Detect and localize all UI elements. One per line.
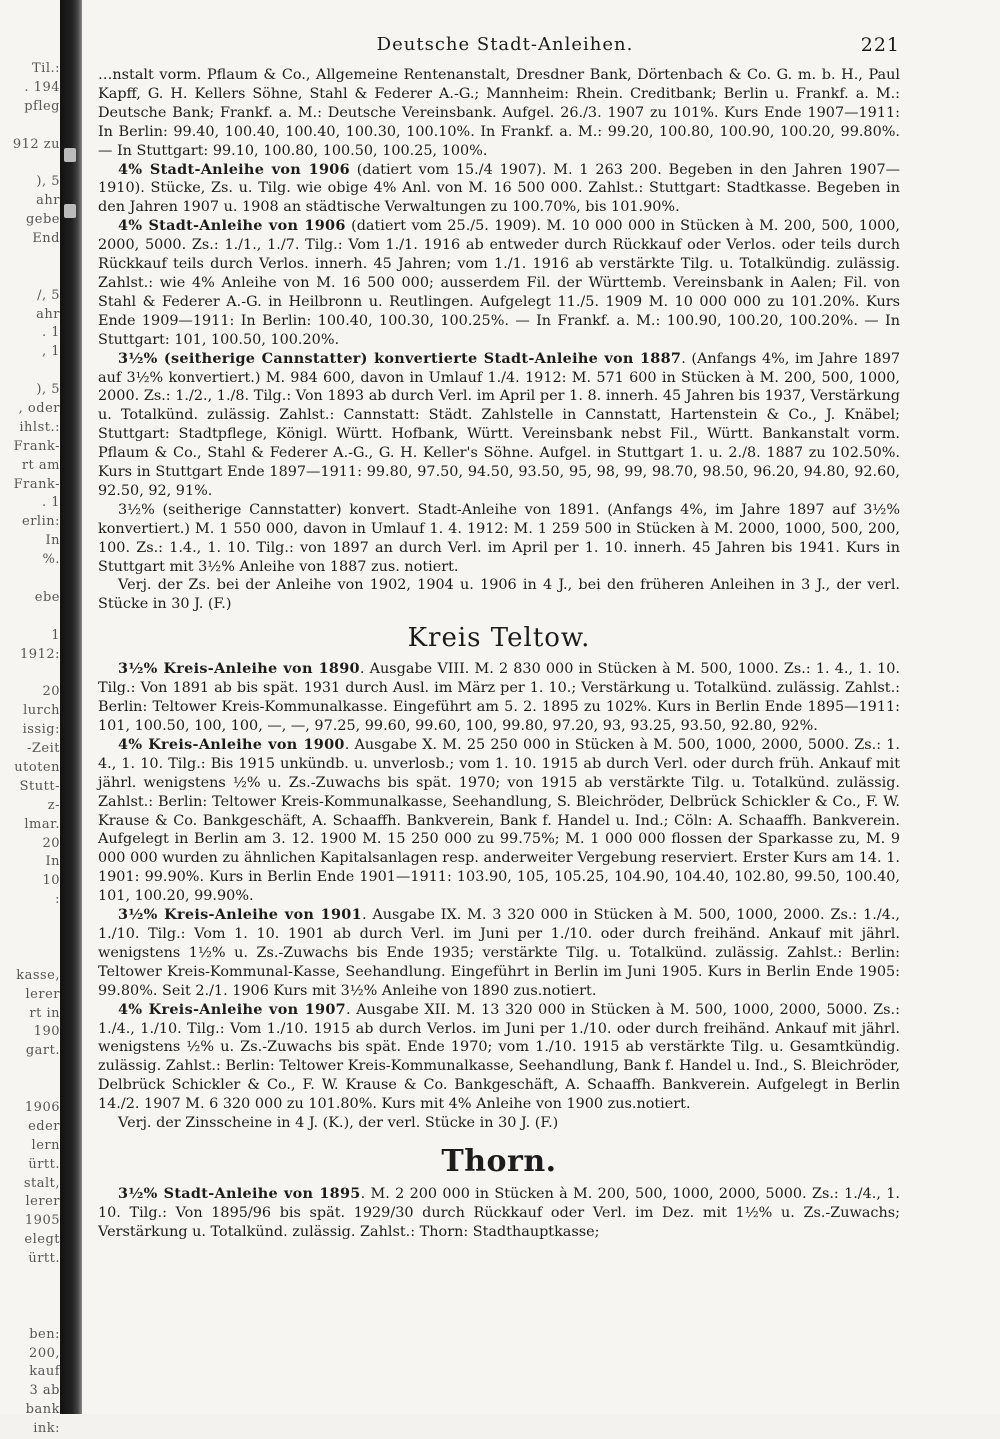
paragraph: 4% Kreis-Anleihe von 1907. Ausgabe XII. M. 13 320 000 in Stücken à M. 500, 1000, 2000, 5000. Zs.: 1./4., 1./10. Tilg.: Vom 1./10. 1915 ab durch Verlos. im Juni per 1./10. oder durch freihänd. Ankauf mit jährl. wenigstens ½% u. Zs.-Zuwachs bis spät. Ende 1970; vom 1./10. 1915 ab verstärkte Tilg. u. Gesamtkündig. zulässig. Zahlst.: Berlin: Teltower Kreis-Kommunalkasse, Seehandlung, Bank f. Handel u. Ind., S. Bleichröder, Delbrück Schickler & Co., F. W. Krause & Co. Bankgeschäft, A. Schaaffh. Bankverein. Aufgelegt in Berlin 14./2. 1907 M. 6 320 000 zu 101.80%. Kurs mit 4% Anleihe von 1900 zus.notiert. (98, 1000, 900, 1113)
issue-title: 3½% Stadt-Anleihe von 1895 (118, 1184, 361, 1202)
bleed-fragment: Til.: (32, 61, 60, 76)
bleed-fragment: 1912: (20, 646, 60, 662)
gutter-marker (64, 204, 76, 218)
paragraph: 4% Stadt-Anleihe von 1906 (datiert vom 25./5. 1909). M. 10 000 000 in Stücken à M. 200, 500, 1000, 2000, 5000. Zs.: 1./1., 1./7. Tilg.: Vom 1./1. 1916 ab entweder durch Rückkauf oder Verlos. oder teils durch Rückkauf teils durch Verlos. innerh. 45 Jahren; vom 1./1. 1916 ab verstärkte Tilg. u. Totalkündig. zulässig. Zahlst.: wie 4% Anleihe von M. 16 500 000; ausserdem Fil. der Württemb. Vereinsbank in Aalen; Fil. von Stahl & Federer A.-G. in Heilbronn u. Reutlingen. Aufgelegt 11./5. 1909 M. 10 000 000 zu 101.20%. Kurs Ende 1909—1911: In Berlin: 100.40, 100.30, 100.25%. — In Frankf. a. M.: 100.90, 100.20, 100.20%. — In Stuttgart: 101, 100.50, 100.20%. (98, 217, 900, 348)
gutter-marker (64, 148, 76, 162)
bleed-fragment (0, 1288, 60, 1307)
section-heading-kreis-teltow: Kreis Teltow. (407, 623, 591, 654)
bleed-fragment (0, 1269, 60, 1288)
page-number: 221 (860, 34, 900, 56)
bleed-fragment: ahr (36, 193, 60, 209)
bleed-fragment: ihlst.: (19, 419, 60, 435)
bleed-fragment: ), 5 (36, 382, 60, 398)
bleed-fragment: gart. (25, 1043, 60, 1059)
bleed-fragment: bank (25, 1402, 60, 1418)
bleed-fragment: 10 (42, 873, 60, 889)
bleed-fragment (0, 154, 60, 173)
paragraph: 3½% Kreis-Anleihe von 1890. Ausgabe VIII. M. 2 830 000 in Stücken à M. 500, 1000. Zs.: 1. 4., 1. 10. Tilg.: Von 1891 ab bis spät. 1931 durch Ausl. im März per 1. 10.; Verstärkung u. Totalkünd. zulässig. Zahlst.: Berlin: Teltower Kreis-Kommunalkasse. Eingeführt am 5. 2. 1895 zu 102%. Kurs in Berlin Ende 1895—1911: 101, 100.50, 100, 100, —, —, 97.25, 99.60, 99.60, 100, 99.80, 97.20, 93, 93.25, 93.50, 92.80, 92%. (98, 660, 900, 734)
bleed-fragment (0, 1080, 60, 1099)
bleed-fragment: issig: (22, 722, 60, 738)
bleed-fragment: 20 (42, 835, 60, 851)
bleed-fragment (0, 948, 60, 967)
bleed-fragment: stalt, (23, 1175, 60, 1191)
bleed-fragment: 1 (51, 627, 60, 643)
bleed-fragment: Stutt- (19, 778, 60, 794)
bleed-fragment: 3 ab (29, 1383, 60, 1399)
bleed-fragment: lerer (25, 1194, 60, 1210)
bleed-fragment (0, 1307, 60, 1326)
bleed-fragment: rt am (21, 457, 60, 473)
bleed-fragment: ben: (29, 1326, 60, 1342)
bleed-fragment (0, 570, 60, 589)
bleed-fragment: ahr (36, 306, 60, 322)
bleed-fragment: , 1 (41, 344, 60, 360)
bleed-fragment (0, 910, 60, 929)
bleed-fragment (0, 665, 60, 684)
bleed-fragment: Frank- (13, 476, 60, 492)
text-column (98, 66, 900, 1242)
bleed-fragment: elegt (24, 1232, 60, 1248)
bleed-fragment (0, 268, 60, 287)
issue-title: 4% Stadt-Anleihe von 1906 (118, 217, 346, 235)
bleed-fragment: In (45, 854, 60, 870)
paragraph: Verj. der Zinsscheine in 4 J. (K.), der verl. Stücke in 30 J. (F.) (118, 1115, 559, 1132)
bleed-fragment: z- (47, 797, 60, 813)
paragraph: 4% Stadt-Anleihe von 1906 (datiert vom 15./4 1907). M. 1 263 200. Begeben in den Jahren 1907—1910). Stücke, Zs. u. Tilg. wie obige 4% Anl. von M. 16 500 000. Zahlst.: Stuttgart: Stadtkasse. Begeben in den Jahren 1907 u. 1908 an städtische Verwaltungen zu 100.70%, bis 101.90%. (98, 160, 901, 216)
bleed-fragment: 200, (29, 1345, 60, 1361)
bleed-fragment: In (45, 533, 60, 549)
bleed-fragment: kauf (29, 1364, 60, 1380)
bleed-fragment (0, 608, 60, 627)
bleed-fragment: ürtt. (28, 1156, 60, 1172)
bleed-fragment: 1906 (24, 1099, 60, 1115)
bleed-fragment: . 1 (41, 325, 60, 341)
bleed-fragment (0, 362, 60, 381)
bleed-fragment (0, 249, 60, 268)
bleed-fragment: : (55, 892, 60, 908)
running-head (110, 34, 900, 56)
bleed-fragment: lern (31, 1137, 60, 1153)
bleed-fragment: End (32, 231, 60, 247)
bleed-fragment: lerer (25, 986, 60, 1002)
adjacent-page-bleed (0, 60, 60, 1437)
issue-title: 4% Kreis-Anleihe von 1900 (118, 735, 345, 753)
paragraph: …nstalt vorm. Pflaum & Co., Allgemeine Rentenanstalt, Dresdner Bank, Dörtenbach & Co. G. m. b. H., Paul Kapff, G. H. Kellers Söhne, Stahl & Federer A.-G.; Mannheim: Rhein. Creditbank; Berlin u. Frankf. a. M.: Deutsche Bank; Frankf. a. M.: Deutsche Vereinsbank. Aufgel. 26./3. 1907 zu 101%. Kurs Ende 1907—1911: In Berlin: 99.40, 100.40, 100.40, 100.30, 100.10%. In Frankf. a. M.: 99.20, 100.80, 100.90, 100.20, 99.80%. — In Stuttgart: 99.10, 100.80, 100.50, 100.25, 100%. (98, 67, 900, 159)
bleed-fragment: gebe (25, 212, 60, 228)
bleed-fragment: Frank- (13, 438, 60, 454)
bleed-fragment: ), 5 (36, 174, 60, 190)
bleed-fragment: utoten (14, 759, 60, 775)
paragraph: 3½% Stadt-Anleihe von 1895. M. 2 200 000 in Stücken à M. 200, 500, 1000, 2000, 5000. Zs.: 1./4., 1. 10. Tilg.: Von 1895/96 bis spät. 1929/30 durch Rückkauf oder Verl. im Dez. mit 1½% u. Zs.-Zuwachs; Verstärkung u. Totalkünd. zulässig. Zahlst.: Thorn: Stadthauptkasse; (98, 1184, 900, 1240)
paragraph: 3½% (seitherige Cannstatter) konvert. Stadt-Anleihe von 1891. (Anfangs 4%, im Jahre 1897 auf 3½% konvertiert.) M. 1 550 000, davon in Umlauf 1. 4. 1912: M. 1 259 500 in Stücken à M. 2000, 1000, 500, 200, 100. Zs.: 1.4., 1. 10. Tilg.: von 1897 an durch Verl. im April per 1. 10. innerh. 45 Jahren bis 1941. Kurs in Stuttgart mit 3½% Anleihe von 1887 zus. notiert. (98, 501, 900, 575)
paragraph: 3½% (seitherige Cannstatter) konvertierte Stadt-Anleihe von 1887. (Anfangs 4%, im Jahre 1897 auf 3½% konvertiert.) M. 984 600, davon in Umlauf 1./4. 1912: M. 571 600 in Stücken à M. 200, 500, 1000, 2000. Zs.: 1./2., 1./8. Tilg.: Von 1893 ab durch Verl. im April per 1. 8. innerh. 45 Jahren bis 1937, Verstärkung u. Totalkünd. zulässig. Zahlst.: Cannstatt: Städt. Zahlstelle in Cannstatt, Hartenstein & Co., J. Knäbel; Stuttgart: Stadtpflege, Königl. Württ. Hofbank, Württ. Vereinsbank nebst Fil., Württ. Bankanstalt vorm. Pflaum & Co., Stahl & Federer A.-G., G. H. Keller's Söhne. Aufgel. in Stuttgart 1. u. 2./8. 1887 zu 102.50%. Kurs in Stuttgart Ende 1897—1911: 99.80, 97.50, 94.50, 93.50, 95, 98, 99, 98.70, 98.50, 96.20, 94.80, 92.60, 92.50, 92, 91%. (98, 349, 901, 499)
bleed-fragment: 20 (42, 684, 60, 700)
issue-title: 4% Stadt-Anleihe von 1906 (118, 160, 350, 178)
bleed-fragment: ürtt. (28, 1251, 60, 1267)
issue-title: 3½% (seitherige Cannstatter) konvertierte Stadt-Anleihe von 1887 (118, 349, 682, 367)
bleed-fragment: lmar. (24, 816, 60, 832)
section-heading-thorn: Thorn. (441, 1143, 557, 1179)
paragraph: 4% Kreis-Anleihe von 1900. Ausgabe X. M. 25 250 000 in Stücken à M. 500, 1000, 2000, 5000. Zs.: 1. 4., 1. 10. Tilg.: Bis 1915 unkündb. u. unverlosb.; vom 1. 10. 1915 ab durch Verl. oder durch früh. Ankauf mit jährl. wenigstens ½% u. Zs.-Zuwachs bis spät. 1970; von 1915 ab verstärkte Tilg. u. Totalkünd. zulässig. Zahlst.: Berlin: Teltower Kreis-Kommunalkasse, Seehandlung, S. Bleichröder, Delbrück Schickler & Co., F. W. Krause & Co. Bankgeschäft, A. Schaaffh. Bankverein, Bank f. Handel u. Ind.; Cöln: A. Schaaffh. Bankverein. Aufgelegt in Berlin am 3. 12. 1900 M. 15 250 000 zu 99.75%; M. 1 000 000 flossen der Sparkasse zu, M. 9 000 000 wurden zu ähnlichen Kapitalsanlagen resp. anderweiter Vergebung reserviert. Erster Kurs am 14. 1. 1901: 99.90%. Kurs in Berlin Ende 1901—1911: 103.90, 105, 105.25, 104.90, 104.40, 102.80, 99.50, 100.40, 101, 100.20, 99.90%. (98, 735, 900, 905)
running-title: Deutsche Stadt-Anleihen. (376, 34, 634, 55)
bleed-fragment (0, 1061, 60, 1080)
issue-title: 3½% Kreis-Anleihe von 1890 (118, 660, 360, 678)
bleed-fragment: -Zeit (26, 741, 60, 757)
paragraph: Verj. der Zs. bei der Anleihe von 1902, 1904 u. 1906 in 4 J., bei den früheren Anleihen in 3 J., der verl. Stücke in 30 J. (F.) (98, 577, 900, 613)
bleed-fragment: pfleg (24, 98, 60, 114)
bleed-fragment: eder (28, 1118, 60, 1134)
bleed-fragment (0, 929, 60, 948)
bleed-fragment: ink: (33, 1421, 60, 1437)
bleed-fragment: 1905 (24, 1213, 60, 1229)
bleed-fragment: 912 zu (12, 136, 60, 152)
bleed-fragment (0, 117, 60, 136)
paragraph: 3½% Kreis-Anleihe von 1901. Ausgabe IX. M. 3 320 000 in Stücken à M. 500, 1000, 2000. Zs.: 1./4., 1./10. Tilg.: Vom 1. 10. 1901 ab durch Verl. im Juni per 1./10. oder durch freihänd. Ankauf mit jährl. wenigstens 1½% u. Zs.-Zuwachs bis Ende 1935; verstärkte Tilg. u. Totalkünd. zulässig. Zahlst.: Berlin: Teltower Kreis-Kommunal-Kasse, Seehandlung. Eingeführt in Berlin im Juni 1905. Kurs in Berlin Ende 1905: 99.80%. Seit 2./1. 1906 Kurs mit 3½% Anleihe von 1890 zus.notiert. (98, 906, 900, 999)
bleed-fragment: erlin: (22, 514, 60, 530)
bleed-fragment: lurch (23, 703, 60, 719)
bleed-fragment: ebe (34, 589, 60, 605)
issue-title: 3½% Kreis-Anleihe von 1901 (118, 906, 362, 924)
issue-title: 4% Kreis-Anleihe von 1907 (118, 1000, 346, 1018)
bleed-fragment: 190 (33, 1024, 60, 1040)
bleed-fragment: . 194 (24, 79, 60, 95)
bleed-fragment: rt in (29, 1005, 60, 1021)
bleed-fragment: %. (42, 552, 60, 568)
bleed-fragment: . 1 (41, 495, 60, 511)
bleed-fragment: , oder (18, 401, 60, 417)
bleed-fragment: kasse, (16, 967, 60, 983)
bleed-fragment: /, 5 (37, 287, 60, 303)
